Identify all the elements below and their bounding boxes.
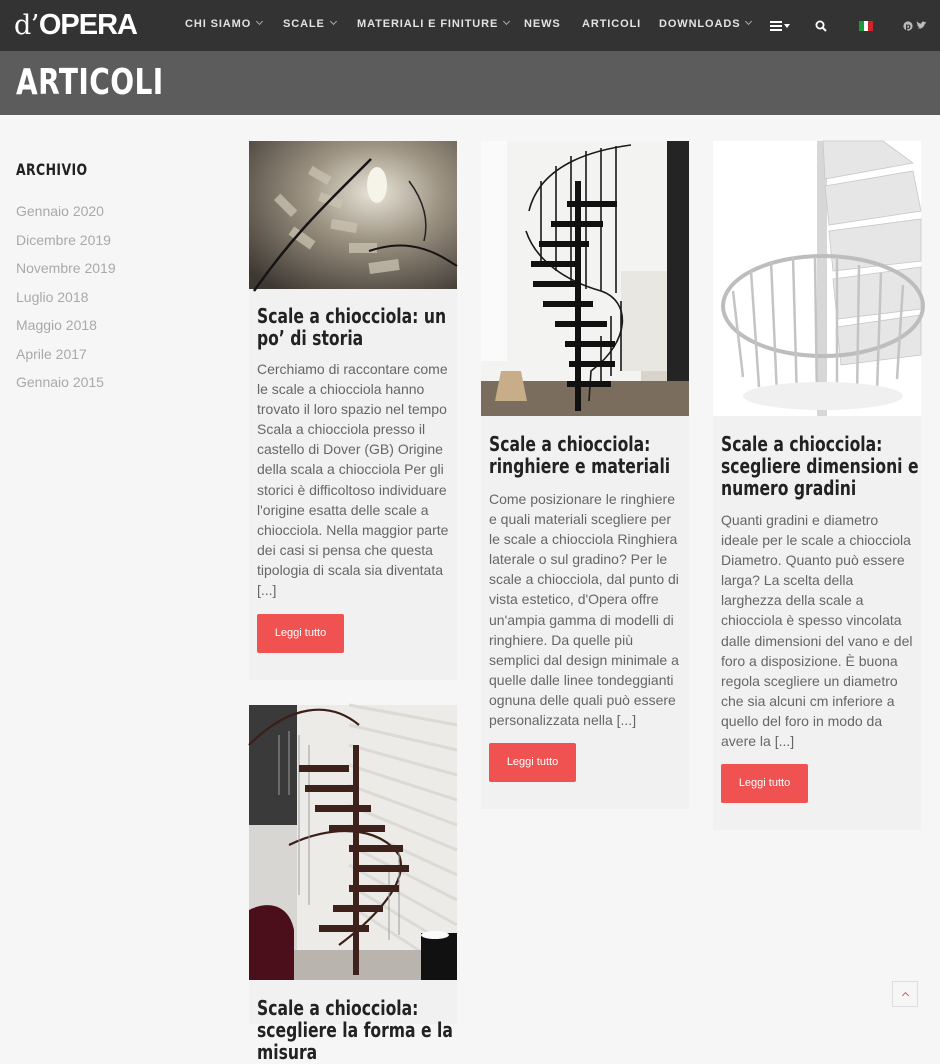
nav-item-articoli[interactable]: ARTICOLI bbox=[582, 18, 642, 30]
italian-flag-icon[interactable] bbox=[859, 0, 873, 51]
chevron-up-icon bbox=[901, 992, 908, 999]
top-navbar bbox=[0, 0, 940, 51]
chevron-down-icon bbox=[330, 18, 337, 25]
logo[interactable]: d’OPERA bbox=[14, 9, 138, 41]
archive-link[interactable]: Dicembre 2019 bbox=[16, 231, 111, 248]
article-excerpt: Cerchiamo di raccontare come le scale a chiocciola hanno trovato il loro spazio nel tempo Scala a chiocciola presso il castello di Dover (GB) Origine della scala a chiocciola Per gli storici è difficoltoso individuare l'origine esatta delle scale a chiocciola. Nella maggior parte dei casi si pensa che questa tipologia di scala sia diventata [...] bbox=[257, 361, 449, 599]
archive-link[interactable]: Luglio 2018 bbox=[16, 288, 89, 305]
nav-item-scale[interactable]: SCALE bbox=[283, 0, 336, 51]
article-title[interactable]: Scale a chiocciola: un po’ di storia bbox=[257, 304, 447, 350]
read-more-button[interactable]: Leggi tutto bbox=[721, 764, 808, 803]
article-card bbox=[249, 705, 457, 1064]
chevron-down-icon bbox=[256, 18, 263, 25]
page-title: ARTICOLI bbox=[16, 62, 164, 103]
article-title[interactable]: Scale a chiocciola: scegliere la forma e la misura bbox=[257, 996, 453, 1064]
archive-link[interactable]: Maggio 2018 bbox=[16, 317, 97, 333]
article-card bbox=[249, 141, 457, 680]
archive-list bbox=[16, 201, 116, 401]
archive-link[interactable]: Novembre 2019 bbox=[16, 260, 116, 276]
archive-link[interactable]: Aprile 2017 bbox=[16, 345, 87, 362]
nav-item-news[interactable]: NEWS bbox=[524, 18, 561, 30]
nav-item-materiali[interactable]: MATERIALI E FINITURE bbox=[357, 0, 509, 51]
article-card bbox=[713, 141, 921, 830]
svg-text:p: p bbox=[904, 21, 911, 31]
archive-link[interactable]: Gennaio 2020 bbox=[16, 203, 104, 219]
article-image[interactable] bbox=[713, 141, 921, 416]
chevron-down-icon bbox=[503, 18, 510, 25]
archive-title: ARCHIVIO bbox=[16, 160, 88, 179]
pinterest-icon[interactable] bbox=[902, 0, 913, 51]
article-title[interactable]: Scale a chiocciola: ringhiere e materiali bbox=[489, 432, 671, 478]
search-icon[interactable] bbox=[812, 0, 830, 51]
nav-item-chi-siamo[interactable]: CHI SIAMO bbox=[185, 0, 262, 51]
article-excerpt: Quanti gradini e diametro ideale per le scale a chiocciola Diametro. Quanto può essere larga? La scelta della larghezza della scale a chiocciola è spesso vincolata dalle dimensioni del vano e del foro a disposizione. È buona regola scegliere un diametro che sia alcuni cm inferiore a quello del foro in modo da avere la [...] bbox=[721, 512, 913, 750]
article-image[interactable] bbox=[481, 141, 689, 416]
twitter-icon[interactable] bbox=[915, 0, 928, 51]
scroll-to-top-button[interactable] bbox=[892, 981, 918, 1007]
read-more-button[interactable]: Leggi tutto bbox=[489, 743, 576, 782]
menu-icon[interactable] bbox=[768, 0, 792, 51]
article-title[interactable]: Scale a chiocciola: scegliere dimensioni e numero gradini bbox=[721, 432, 919, 500]
article-image[interactable] bbox=[249, 141, 457, 289]
archive-link[interactable]: Gennaio 2015 bbox=[16, 374, 104, 390]
article-excerpt: Come posizionare le ringhiere e quali materiali scegliere per le scale a chiocciola Ringhiera laterale o sul gradino? Per le scale a chiocciola, dal punto di vista estetico, d'Opera offre un'ampia gamma di modelli di ringhiere. Da quelle più semplici dal design minimale a quelle dalle linee tondeggianti ognuna delle quali può essere personalizzata nella [...] bbox=[489, 491, 679, 729]
chevron-down-icon bbox=[745, 18, 752, 25]
page-title-bar bbox=[0, 51, 940, 115]
nav-item-downloads[interactable]: DOWNLOADS bbox=[659, 0, 751, 51]
article-image[interactable] bbox=[249, 705, 457, 980]
read-more-button[interactable]: Leggi tutto bbox=[257, 614, 344, 653]
article-card bbox=[481, 141, 689, 809]
